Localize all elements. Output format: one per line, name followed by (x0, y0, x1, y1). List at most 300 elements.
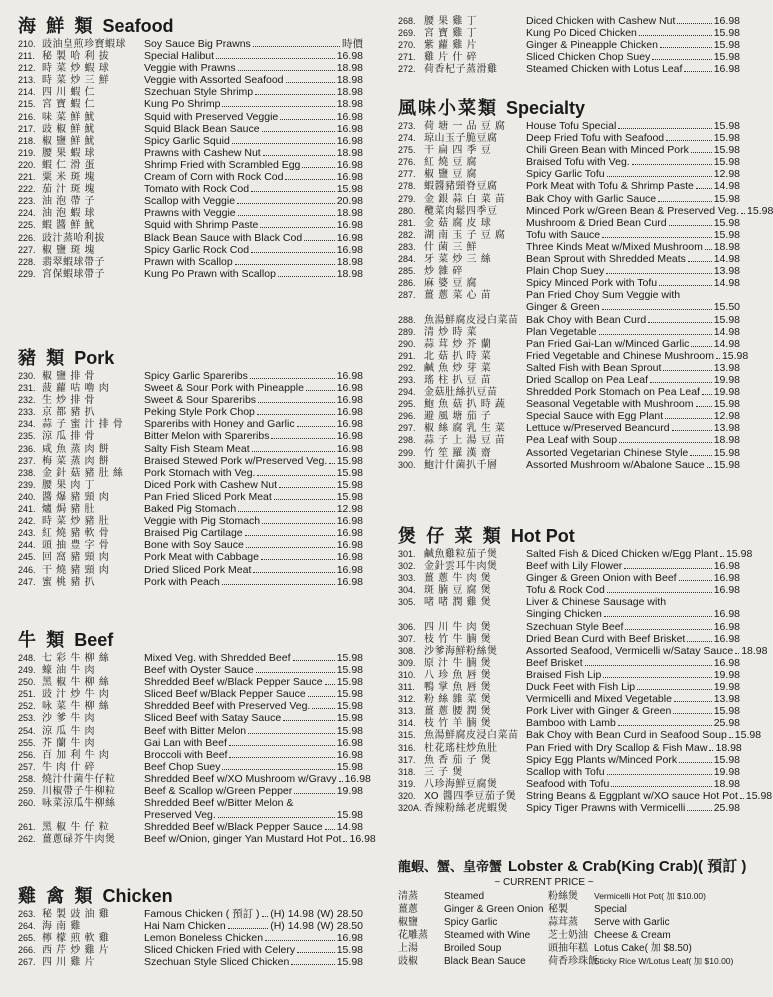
leader-dots (251, 252, 335, 253)
item-number: 259. (18, 786, 36, 797)
item-name-en: Braised Pig Cartilage (144, 527, 243, 540)
item-price: 25.98 (713, 717, 740, 730)
item-number: 216. (18, 111, 36, 122)
item-name-zh: 八 珍 魚 唇 煲 (424, 669, 492, 681)
item-price: 16.98 (336, 219, 363, 232)
leader-dots (294, 793, 334, 794)
item-price: 16.98 (336, 551, 363, 564)
item-number: 258. (18, 773, 36, 784)
item-detail (144, 737, 363, 749)
item-price: 16.98 (713, 656, 740, 669)
item-price: 15.98 (713, 313, 740, 326)
leader-dots (260, 227, 334, 228)
item-price: 15.98 (336, 700, 363, 713)
item-number: 297. (398, 423, 416, 434)
leader-dots (619, 442, 712, 443)
item-name-en: Pan Fried Choy Sum Veggie with (526, 289, 681, 302)
leader-dots (263, 155, 335, 156)
leader-dots (687, 641, 711, 642)
option-name-en: Steamed (444, 891, 485, 902)
item-number: 228. (18, 256, 36, 267)
item-price: 13.98 (713, 422, 740, 435)
item-number: 313. (398, 706, 416, 717)
leader-dots (312, 708, 334, 709)
menu-item (398, 398, 740, 410)
item-name-en: Tomato with Rock Cod (144, 183, 250, 196)
item-name-zh: 紫 蘿 雞 片 (424, 40, 478, 52)
item-price: 15.98 (713, 458, 740, 471)
item-number: 283. (398, 241, 416, 252)
item-detail (144, 551, 363, 563)
item-number: 224. (18, 208, 36, 219)
item-name-zh: 椒 鹽 豆 腐 (424, 169, 478, 181)
item-price: 15.98 (336, 809, 363, 822)
menu-item (398, 204, 773, 217)
leader-dots (261, 559, 335, 560)
option-name-en: Black Bean Sauce (444, 956, 526, 967)
leader-dots (599, 334, 712, 335)
item-name-en: Braised Stewed Pork w/Preserved Veg. (144, 454, 328, 467)
item-name-zh: 干 燒 豬 頸 肉 (42, 564, 110, 576)
item-name-en: Braised Tofu with Veg. (526, 156, 630, 169)
item-number: 284. (398, 254, 416, 265)
item-price: 15.98 (336, 454, 363, 467)
item-price: 16.98 (713, 620, 740, 633)
menu-item (18, 712, 363, 724)
menu-item (398, 459, 740, 471)
item-price: 16.98 (336, 539, 363, 552)
leader-dots (285, 179, 334, 180)
leader-dots (222, 106, 334, 107)
item-name-en: Pork Meat with Cabbage (144, 551, 259, 564)
menu-item (18, 370, 363, 382)
item-number: 288. (398, 314, 416, 325)
item-name-zh: 蒜 茸 炒 芥 蘭 (424, 338, 492, 350)
item-number: 308. (398, 645, 416, 656)
item-name-zh: 秘 製 哈 利 拔 (42, 51, 110, 63)
leader-dots (673, 713, 711, 714)
leader-dots (690, 455, 711, 456)
item-name-zh: 宮 寶 雞 丁 (424, 28, 478, 40)
leader-dots (624, 568, 711, 569)
item-name-zh: 紅 燒 豬 軟 骨 (42, 528, 110, 540)
section-header (398, 94, 740, 120)
item-detail (526, 204, 773, 217)
section-title-en: Lobster & Crab(King Crab)( 預訂 ) (508, 858, 747, 875)
leader-dots (691, 346, 711, 347)
item-detail (144, 406, 363, 418)
item-name-zh: 炒 雜 碎 (424, 266, 463, 278)
item-price: 16.98 (336, 122, 363, 135)
item-name-en: Sliced Beef w/Black Pepper Sauce (144, 688, 306, 701)
item-name-zh: 川椒帶子牛柳粒 (42, 786, 116, 798)
item-name-en: Bitter Melon with Spareribs (144, 430, 270, 443)
item-detail (526, 584, 740, 596)
leader-dots (229, 757, 334, 758)
leader-dots (665, 418, 712, 419)
item-name-en: Prawn with Scallop (144, 255, 233, 268)
item-price: 15.98 (336, 478, 363, 491)
item-price: 15.98 (713, 192, 740, 205)
item-name-zh: 沙 爹 牛 肉 (42, 713, 96, 725)
item-price: 25.98 (713, 801, 740, 814)
item-number: 278. (398, 181, 416, 192)
item-name-zh: 豉 汁 炒 牛 肉 (42, 689, 110, 701)
item-detail (144, 956, 363, 968)
item-name-zh: 七 彩 牛 柳 絲 (42, 653, 110, 664)
menu-item (18, 515, 363, 527)
item-price: (H) 14.98 (W) 28.50 (270, 920, 363, 933)
item-detail (526, 410, 740, 422)
item-price: 18.98 (336, 86, 363, 99)
item-price: 19.98 (713, 681, 740, 694)
leader-dots (238, 215, 335, 216)
option-name-zh: 頭抽年糕 (548, 943, 588, 954)
section-header (18, 344, 363, 370)
item-price: 18.98 (336, 255, 363, 268)
item-detail (526, 717, 740, 729)
menu-item (398, 193, 740, 205)
item-price: 12.98 (713, 410, 740, 423)
item-number: 296. (398, 411, 416, 422)
leader-dots (679, 762, 712, 763)
item-price: 18.98 (336, 207, 363, 220)
item-price: 18.98 (715, 741, 742, 754)
item-name-en: Spicy Egg Plants w/Minced Pork (526, 753, 678, 766)
item-detail (526, 132, 740, 144)
item-price: 14.98 (713, 277, 740, 290)
item-name-en: Black Bean Sauce with Black Cod (144, 231, 303, 244)
item-number: 291. (398, 350, 416, 361)
item-detail (526, 742, 740, 754)
menu-item (398, 754, 740, 766)
item-price: 18.98 (336, 146, 363, 159)
item-name-zh: 蠔 油 牛 肉 (42, 665, 96, 677)
item-number: 227. (18, 244, 36, 255)
item-name-zh: 檸 檬 煎 軟 雞 (42, 933, 110, 945)
item-price: 18.98 (713, 777, 740, 790)
menu-item (398, 596, 740, 608)
menu-item (398, 229, 740, 241)
item-detail (144, 712, 363, 724)
item-name-zh: 魚 香 茄 子 煲 (424, 754, 492, 766)
item-price: 15.98 (336, 652, 363, 664)
item-detail (526, 253, 740, 265)
item-number: 210. (18, 39, 36, 49)
leader-dots (696, 188, 712, 189)
item-name-zh: 秘 製 豉 油 雞 (42, 909, 110, 920)
item-detail (526, 459, 740, 471)
leader-dots (679, 580, 712, 581)
item-price: 12.98 (336, 503, 363, 516)
option-name-en: Sticky Rice W/Lotus Leaf( 加 $10.00) (594, 956, 734, 966)
section-chicken-continued (398, 15, 740, 75)
item-price: 16.98 (713, 608, 740, 621)
menu-item (18, 944, 363, 956)
item-price: 15.98 (336, 664, 363, 677)
menu-item (18, 455, 363, 467)
item-detail (526, 560, 740, 572)
item-name-zh: 鹹魚雞粒茄子煲 (424, 549, 498, 560)
item-detail (144, 443, 363, 455)
item-name-zh: 醬 爆 豬 頸 肉 (42, 491, 110, 503)
item-name-en: Soy Sauce Big Prawns (144, 38, 251, 50)
item-number: 299. (398, 447, 416, 458)
leader-dots (691, 152, 712, 153)
menu-item (18, 98, 363, 110)
leader-dots (666, 140, 712, 141)
item-number: 276. (398, 157, 416, 168)
menu-item (18, 652, 363, 664)
item-name-en: Seafood with Tofu (526, 777, 610, 790)
item-detail (144, 688, 363, 700)
leader-dots (293, 660, 335, 661)
item-price: 19.98 (713, 386, 740, 399)
item-number: 236. (18, 443, 36, 454)
item-number: 274. (398, 133, 416, 144)
item-detail (144, 50, 363, 62)
item-name-zh: 啫 啫 潤 雞 煲 (424, 597, 492, 609)
item-name-zh: 四 川 牛 肉 煲 (424, 621, 492, 633)
item-price: 18.98 (336, 98, 363, 111)
leader-dots (688, 261, 712, 262)
item-name-en: Shredded Beef with Preserved Veg. (144, 700, 311, 713)
item-price: 18.98 (336, 74, 363, 87)
section-title-en: Chicken (102, 886, 173, 906)
menu-item (398, 789, 773, 802)
section-pork (18, 344, 363, 588)
item-number: 255. (18, 737, 36, 748)
item-number: 218. (18, 135, 36, 146)
item-price: 16.98 (336, 442, 363, 455)
leader-dots (696, 406, 712, 407)
item-number: 287. (398, 290, 416, 301)
item-number: 215. (18, 99, 36, 110)
item-name-en: Pan Fried with Dry Scallop & Fish Maw (526, 741, 708, 754)
item-detail (144, 700, 363, 712)
item-name-zh: 海 南 雞 (42, 921, 81, 933)
item-price: 19.98 (713, 373, 740, 386)
item-name-en: Spicy Garlic Tofu (526, 168, 605, 181)
item-name-zh: 時 菜 炒 豬 肚 (42, 516, 110, 528)
item-price: 16.98 (336, 171, 363, 184)
item-price: 16.98 (336, 430, 363, 443)
leader-dots (248, 733, 335, 734)
item-number: 257. (18, 761, 36, 772)
item-number: 315. (398, 730, 416, 741)
section-header (18, 882, 363, 908)
leader-dots (235, 264, 335, 265)
leader-dots (735, 653, 739, 654)
menu-item (398, 766, 740, 778)
item-name-zh: 燒汁什菌牛仔粒 (42, 773, 116, 785)
item-number: 265. (18, 933, 36, 944)
item-name-en: Duck Feet with Fish Lip (526, 681, 636, 694)
item-name-en: Spicy Tiger Prawns with Vermicelli (526, 801, 686, 814)
section-title-zh: 雞 禽 類 (18, 886, 95, 907)
leader-dots (304, 240, 335, 241)
item-name-en: Tofu with Sauce (526, 228, 601, 241)
item-name-zh: 牛 肉 什 碎 (42, 761, 96, 773)
leader-dots (237, 203, 335, 204)
item-price: 16.98 (336, 50, 363, 63)
item-name-en: Mixed Veg. with Shredded Beef (144, 652, 291, 664)
item-number: 277. (398, 169, 416, 180)
item-price: 15.98 (336, 944, 363, 957)
leader-dots (607, 592, 712, 593)
item-name-zh: 雞 片 什 碎 (424, 52, 478, 64)
item-detail (144, 772, 371, 785)
item-number: 241. (18, 504, 36, 515)
item-name-en: Steamed Chicken with Lotus Leaf (526, 63, 683, 76)
item-price: 16.98 (336, 110, 363, 123)
menu-item (18, 219, 363, 231)
item-number: 281. (398, 217, 416, 228)
item-number: 269. (398, 28, 416, 39)
item-number: 233. (18, 407, 36, 418)
leader-dots (672, 430, 712, 431)
item-price: 19.98 (713, 765, 740, 778)
menu-item (18, 394, 363, 406)
item-detail (526, 374, 740, 386)
item-number: 244. (18, 540, 36, 551)
item-name-en: Beef with Bitter Melon (144, 724, 247, 737)
item-name-en-continued: Preserved Veg. (144, 809, 216, 822)
item-detail (526, 669, 740, 681)
item-number: 285. (398, 266, 416, 277)
item-name-en-continued: Singing Chicken (526, 608, 602, 621)
item-detail (526, 39, 740, 51)
item-name-en: Sliced Chicken Fried with Celery (144, 944, 296, 957)
leader-dots (625, 629, 711, 630)
item-name-zh: 瑤 柱 扒 豆 苗 (424, 374, 492, 386)
item-price: 15.98 (336, 760, 363, 773)
item-price: 14.98 (713, 325, 740, 338)
item-detail (144, 382, 363, 394)
item-number: 293. (398, 374, 416, 385)
item-name-zh: 黑 椒 牛 仔 粒 (42, 822, 110, 834)
leader-dots (663, 370, 711, 371)
item-name-zh: 宮 寶 蝦 仁 (42, 99, 96, 111)
menu-item (398, 27, 740, 39)
item-price: 15.98 (726, 548, 753, 560)
item-name-en: Veggie with Prawns (144, 62, 236, 75)
item-detail (526, 754, 740, 766)
item-number: 270. (398, 40, 416, 51)
item-price: 15.98 (336, 183, 363, 196)
item-detail (526, 729, 762, 742)
item-name-en: Bamboo with Lamb (526, 717, 616, 730)
menu-item (18, 268, 363, 280)
leader-dots (343, 841, 347, 842)
item-number: 317. (398, 754, 416, 765)
item-name-en: Squid with Preserved Veggie (144, 110, 279, 123)
item-number: 279. (398, 193, 416, 204)
item-number: 223. (18, 196, 36, 207)
leader-dots (650, 382, 712, 383)
item-price: 15.98 (336, 466, 363, 479)
item-detail (144, 576, 363, 588)
item-detail (526, 51, 740, 63)
item-price: 13.98 (713, 265, 740, 278)
item-number: 212. (18, 63, 36, 74)
option-name-zh: 上湯 (398, 943, 418, 954)
item-number: 230. (18, 371, 36, 381)
item-price: 15.98 (713, 398, 740, 411)
section-header (398, 855, 747, 877)
item-detail (144, 171, 363, 183)
item-price: 16.98 (713, 63, 740, 76)
item-name-zh: 什 菌 三 鮮 (424, 241, 478, 253)
leader-dots (652, 59, 711, 60)
item-detail (526, 802, 740, 814)
menu-item (18, 479, 363, 491)
item-name-en: Gai Lan with Beef (144, 736, 227, 749)
item-name-en: Assorted Mushroom w/Abalone Sauce (526, 458, 705, 471)
item-number: 318. (398, 766, 416, 777)
leader-dots (632, 164, 712, 165)
item-detail (526, 693, 740, 705)
item-name-en: Scallop with Tofu (526, 765, 605, 778)
menu-item (18, 382, 363, 394)
item-number: 266. (18, 945, 36, 956)
item-price: 18.98 (741, 644, 768, 657)
item-detail (526, 180, 740, 192)
item-number: 222. (18, 184, 36, 195)
item-detail (144, 761, 363, 773)
item-number: 220. (18, 159, 36, 170)
item-name-zh: 蜜 桃 豬 扒 (42, 576, 96, 588)
item-price: 18.98 (713, 434, 740, 447)
menu-item (18, 932, 363, 944)
item-price: 15.50 (713, 301, 740, 314)
leader-dots (659, 285, 712, 286)
item-number: 294. (398, 387, 416, 398)
item-detail (144, 219, 363, 231)
menu-item (18, 749, 363, 761)
item-name-zh: 時 菜 炒 三 鮮 (42, 75, 110, 87)
item-name-en: Lemon Boneless Chicken (144, 932, 264, 945)
leader-dots (648, 322, 711, 323)
item-name-zh: 金 針 菇 豬 肚 絲 (42, 467, 124, 479)
item-name-en: Kung Po Shrimp (144, 98, 221, 111)
leader-dots (740, 798, 744, 799)
leader-dots (306, 390, 335, 391)
item-number: 238. (18, 467, 36, 478)
item-detail (526, 277, 740, 289)
item-name-en: Sweet & Sour Spareribs (144, 394, 257, 407)
menu-item (18, 135, 363, 147)
menu-item (398, 422, 740, 434)
section-title-en: Pork (74, 348, 115, 368)
item-name-zh: 魚湯鮮腐皮浸白菜苗 (424, 730, 519, 742)
menu-item (398, 241, 740, 253)
menu-item (398, 778, 740, 790)
item-price: 12.98 (713, 168, 740, 181)
leader-dots (280, 119, 334, 120)
menu-item (398, 729, 762, 742)
item-number: 221. (18, 172, 36, 183)
leader-dots (604, 616, 712, 617)
item-name-zh: 豉汁蒸哈利拔 (42, 232, 105, 244)
menu-item (398, 51, 740, 63)
menu-item (18, 564, 363, 576)
section-title-en: Seafood (102, 16, 174, 36)
menu-item (18, 123, 363, 135)
item-name-en: String Beans & Eggplant w/XO sauce Hot Pot (526, 789, 738, 802)
leader-dots (253, 572, 334, 573)
item-detail (144, 123, 363, 135)
